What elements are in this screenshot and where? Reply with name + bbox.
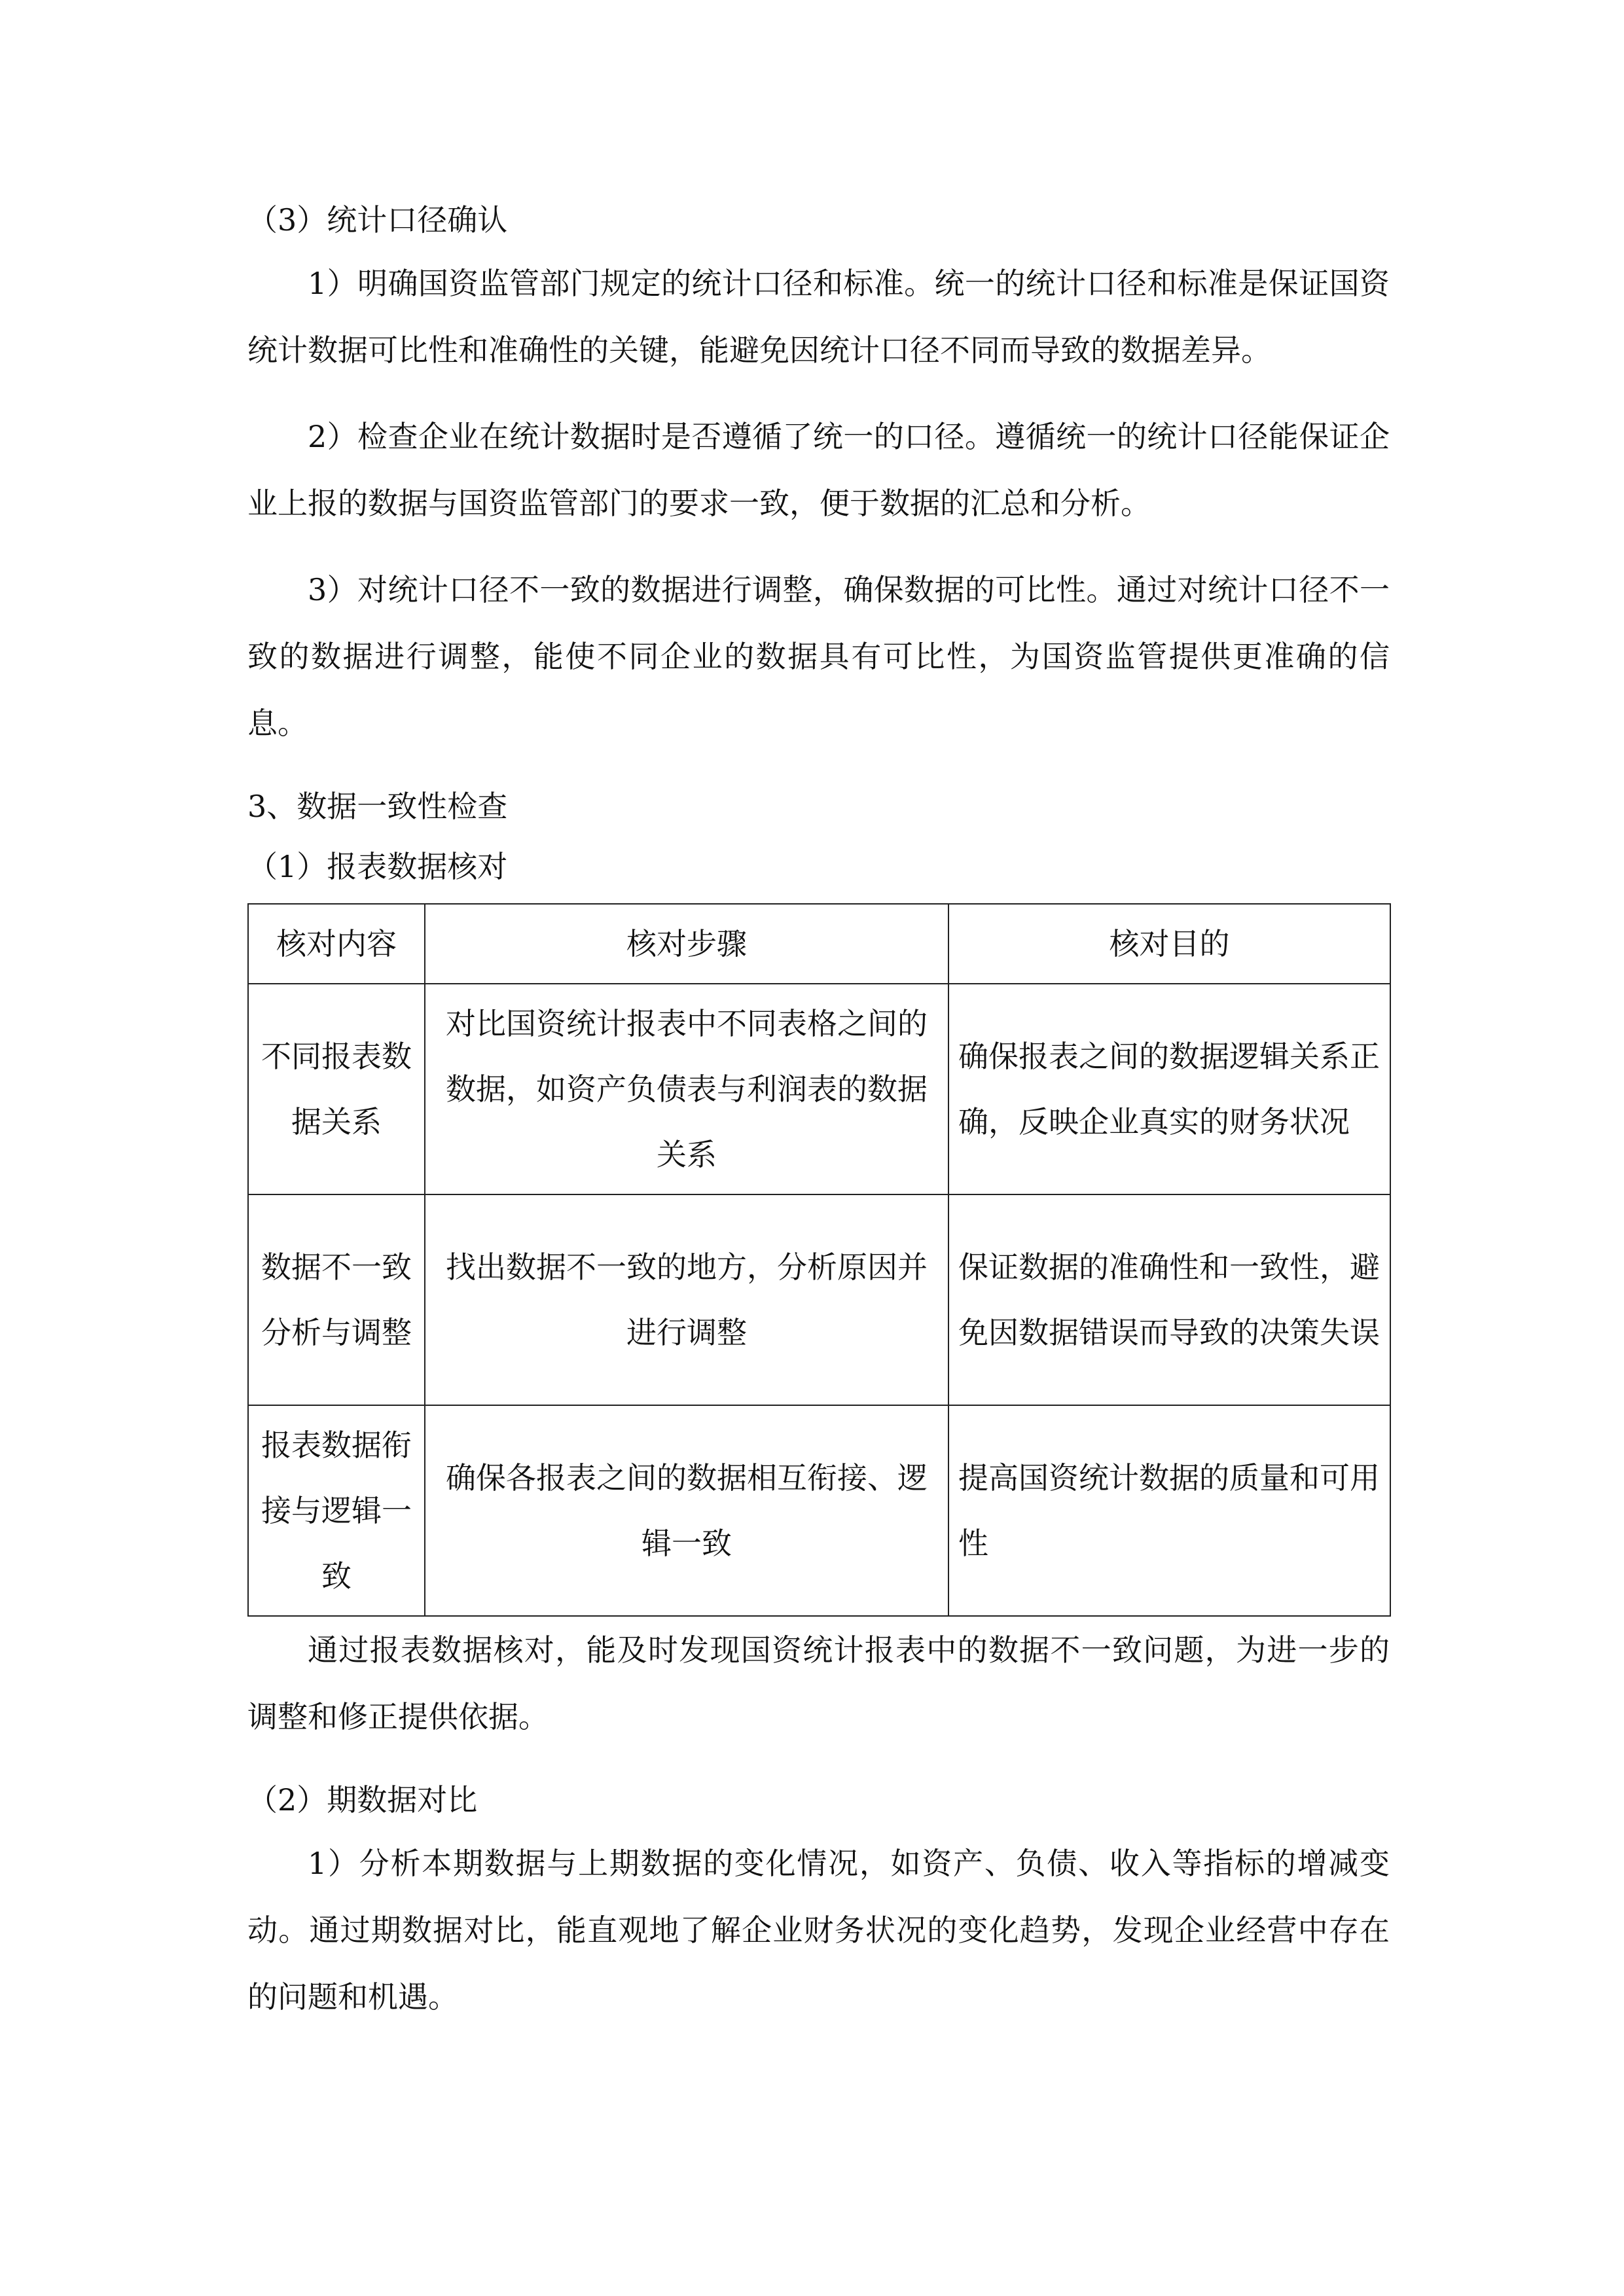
- paragraph-period-item-1: 1）分析本期数据与上期数据的变化情况，如资产、负债、收入等指标的增减变动。通过期数据对比，能直观地了解企业财务状况的变化趋势，发现企业经营中存在的问题和机遇。: [247, 1846, 1390, 2015]
- table-cell-content: 不同报表数据关系: [248, 984, 425, 1194]
- table-row: [248, 1405, 1390, 1616]
- paragraph-after-table: 通过报表数据核对，能及时发现国资统计报表中的数据不一致问题，为进一步的调整和修正提供依据。: [247, 1632, 1390, 1734]
- table-cell-steps: 确保各报表之间的数据相互衔接、逻辑一致: [425, 1405, 948, 1616]
- table-cell-purpose: 确保报表之间的数据逻辑关系正确，反映企业真实的财务状况: [948, 984, 1390, 1194]
- table-cell-purpose: 保证数据的准确性和一致性，避免因数据错误而导致的决策失误: [948, 1194, 1390, 1405]
- table-cell-content: 报表数据衔接与逻辑一致: [248, 1405, 425, 1616]
- table-header-purpose: 核对目的: [948, 904, 1390, 984]
- paragraph-item-2: 2）检查企业在统计数据时是否遵循了统一的口径。遵循统一的统计口径能保证企业上报的数据与国资监管部门的要求一致，便于数据的汇总和分析。: [247, 419, 1390, 521]
- section-heading-statistical-scope: （3）统计口径确认: [247, 202, 508, 238]
- table-row: [248, 984, 1390, 1194]
- table-cell-steps: 对比国资统计报表中不同表格之间的数据，如资产负债表与利润表的数据关系: [425, 984, 948, 1194]
- table-header-row: [248, 904, 1390, 984]
- table-header-content: 核对内容: [248, 904, 425, 984]
- table-cell-purpose: 提高国资统计数据的质量和可用性: [948, 1405, 1390, 1616]
- document-page: [247, 190, 1390, 2030]
- verification-table: [247, 903, 1391, 1617]
- chapter-heading-consistency-check: 3、数据一致性检查: [247, 789, 508, 824]
- sub-heading-report-verification: （1）报表数据核对: [247, 849, 508, 884]
- paragraph-item-1: 1）明确国资监管部门规定的统计口径和标准。统一的统计口径和标准是保证国资统计数据可比性和准确性的关键，能避免因统计口径不同而导致的数据差异。: [247, 266, 1390, 368]
- table-cell-steps: 找出数据不一致的地方，分析原因并进行调整: [425, 1194, 948, 1405]
- table-header-steps: 核对步骤: [425, 904, 948, 984]
- paragraph-item-3: 3）对统计口径不一致的数据进行调整，确保数据的可比性。通过对统计口径不一致的数据进行调整，能使不同企业的数据具有可比性，为国资监管提供更准确的信息。: [247, 572, 1390, 741]
- table-row: [248, 1194, 1390, 1405]
- table-cell-content: 数据不一致分析与调整: [248, 1194, 425, 1405]
- section-heading-period-comparison: （2）期数据对比: [247, 1782, 478, 1818]
